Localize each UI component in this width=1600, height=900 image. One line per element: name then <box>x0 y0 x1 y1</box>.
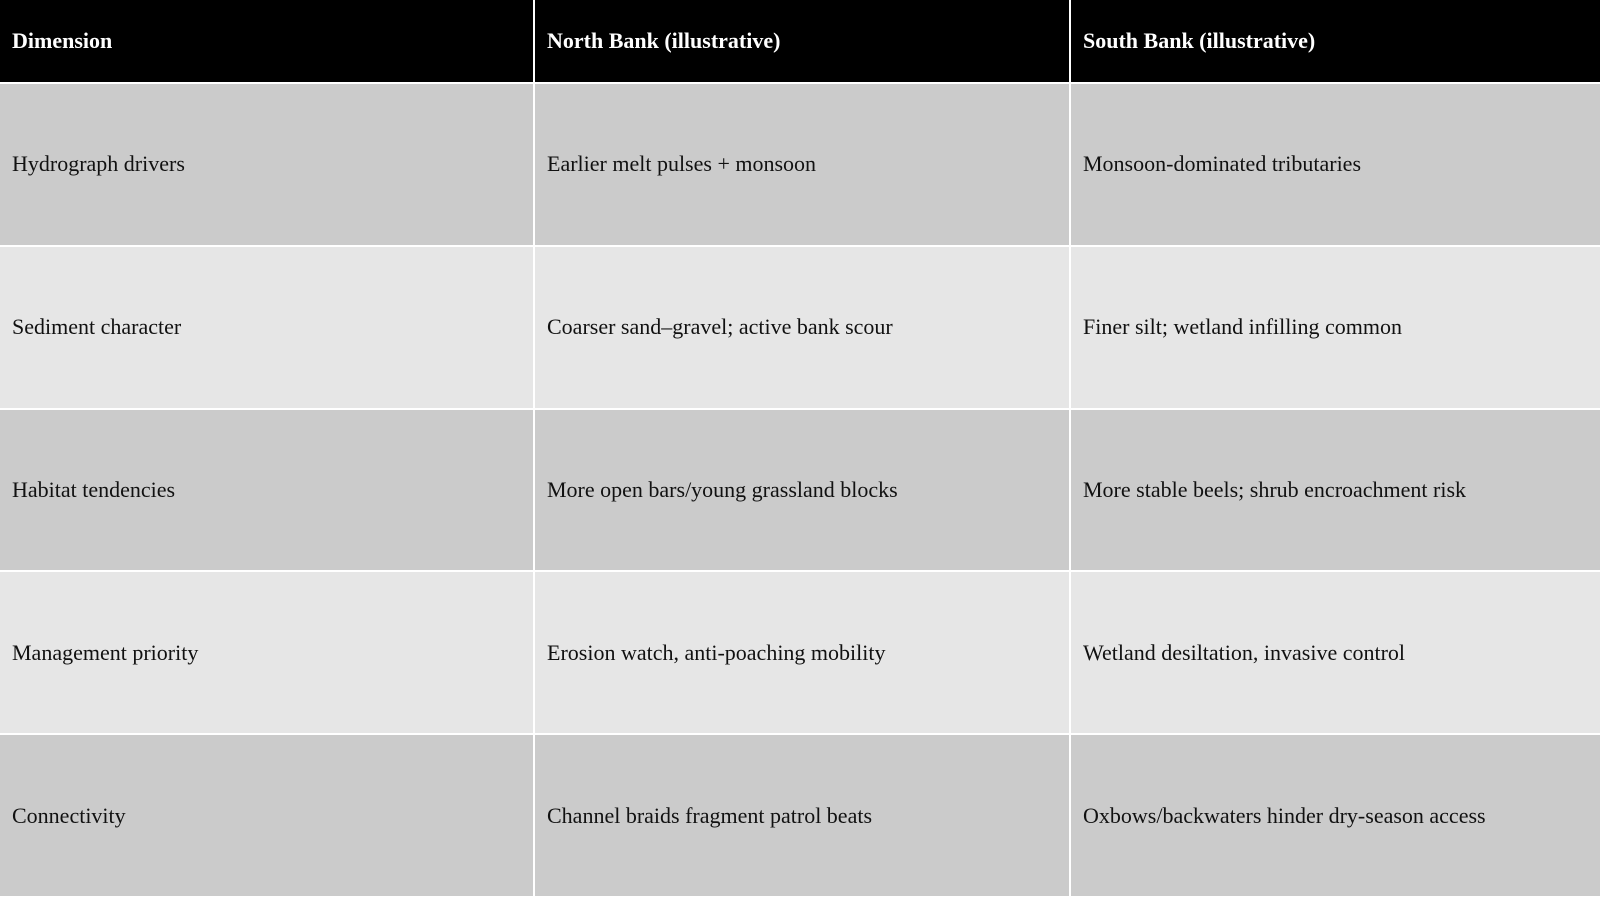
cell-north-bank: Coarser sand–gravel; active bank scour <box>535 247 1069 408</box>
table-row <box>0 247 1600 408</box>
cell-dimension: Hydrograph drivers <box>0 84 533 245</box>
table-body <box>0 84 1600 896</box>
cell-dimension: Habitat tendencies <box>0 410 533 571</box>
table-row <box>0 572 1600 733</box>
table-row <box>0 84 1600 245</box>
header-north-bank: North Bank (illustrative) <box>535 0 1069 82</box>
cell-south-bank: Wetland desiltation, invasive control <box>1071 572 1600 733</box>
cell-south-bank: Monsoon-dominated tributaries <box>1071 84 1600 245</box>
cell-south-bank: Finer silt; wetland infilling common <box>1071 247 1600 408</box>
cell-dimension: Connectivity <box>0 735 533 896</box>
header-row <box>0 0 1600 82</box>
cell-dimension: Management priority <box>0 572 533 733</box>
cell-north-bank: Channel braids fragment patrol beats <box>535 735 1069 896</box>
cell-south-bank: Oxbows/backwaters hinder dry-season access <box>1071 735 1600 896</box>
header-south-bank: South Bank (illustrative) <box>1071 0 1600 82</box>
cell-south-bank: More stable beels; shrub encroachment risk <box>1071 410 1600 571</box>
cell-dimension: Sediment character <box>0 247 533 408</box>
header-dimension: Dimension <box>0 0 533 82</box>
table-header <box>0 0 1600 82</box>
table-row <box>0 735 1600 896</box>
cell-north-bank: Earlier melt pulses + monsoon <box>535 84 1069 245</box>
table-row <box>0 410 1600 571</box>
cell-north-bank: Erosion watch, anti-poaching mobility <box>535 572 1069 733</box>
cell-north-bank: More open bars/young grassland blocks <box>535 410 1069 571</box>
